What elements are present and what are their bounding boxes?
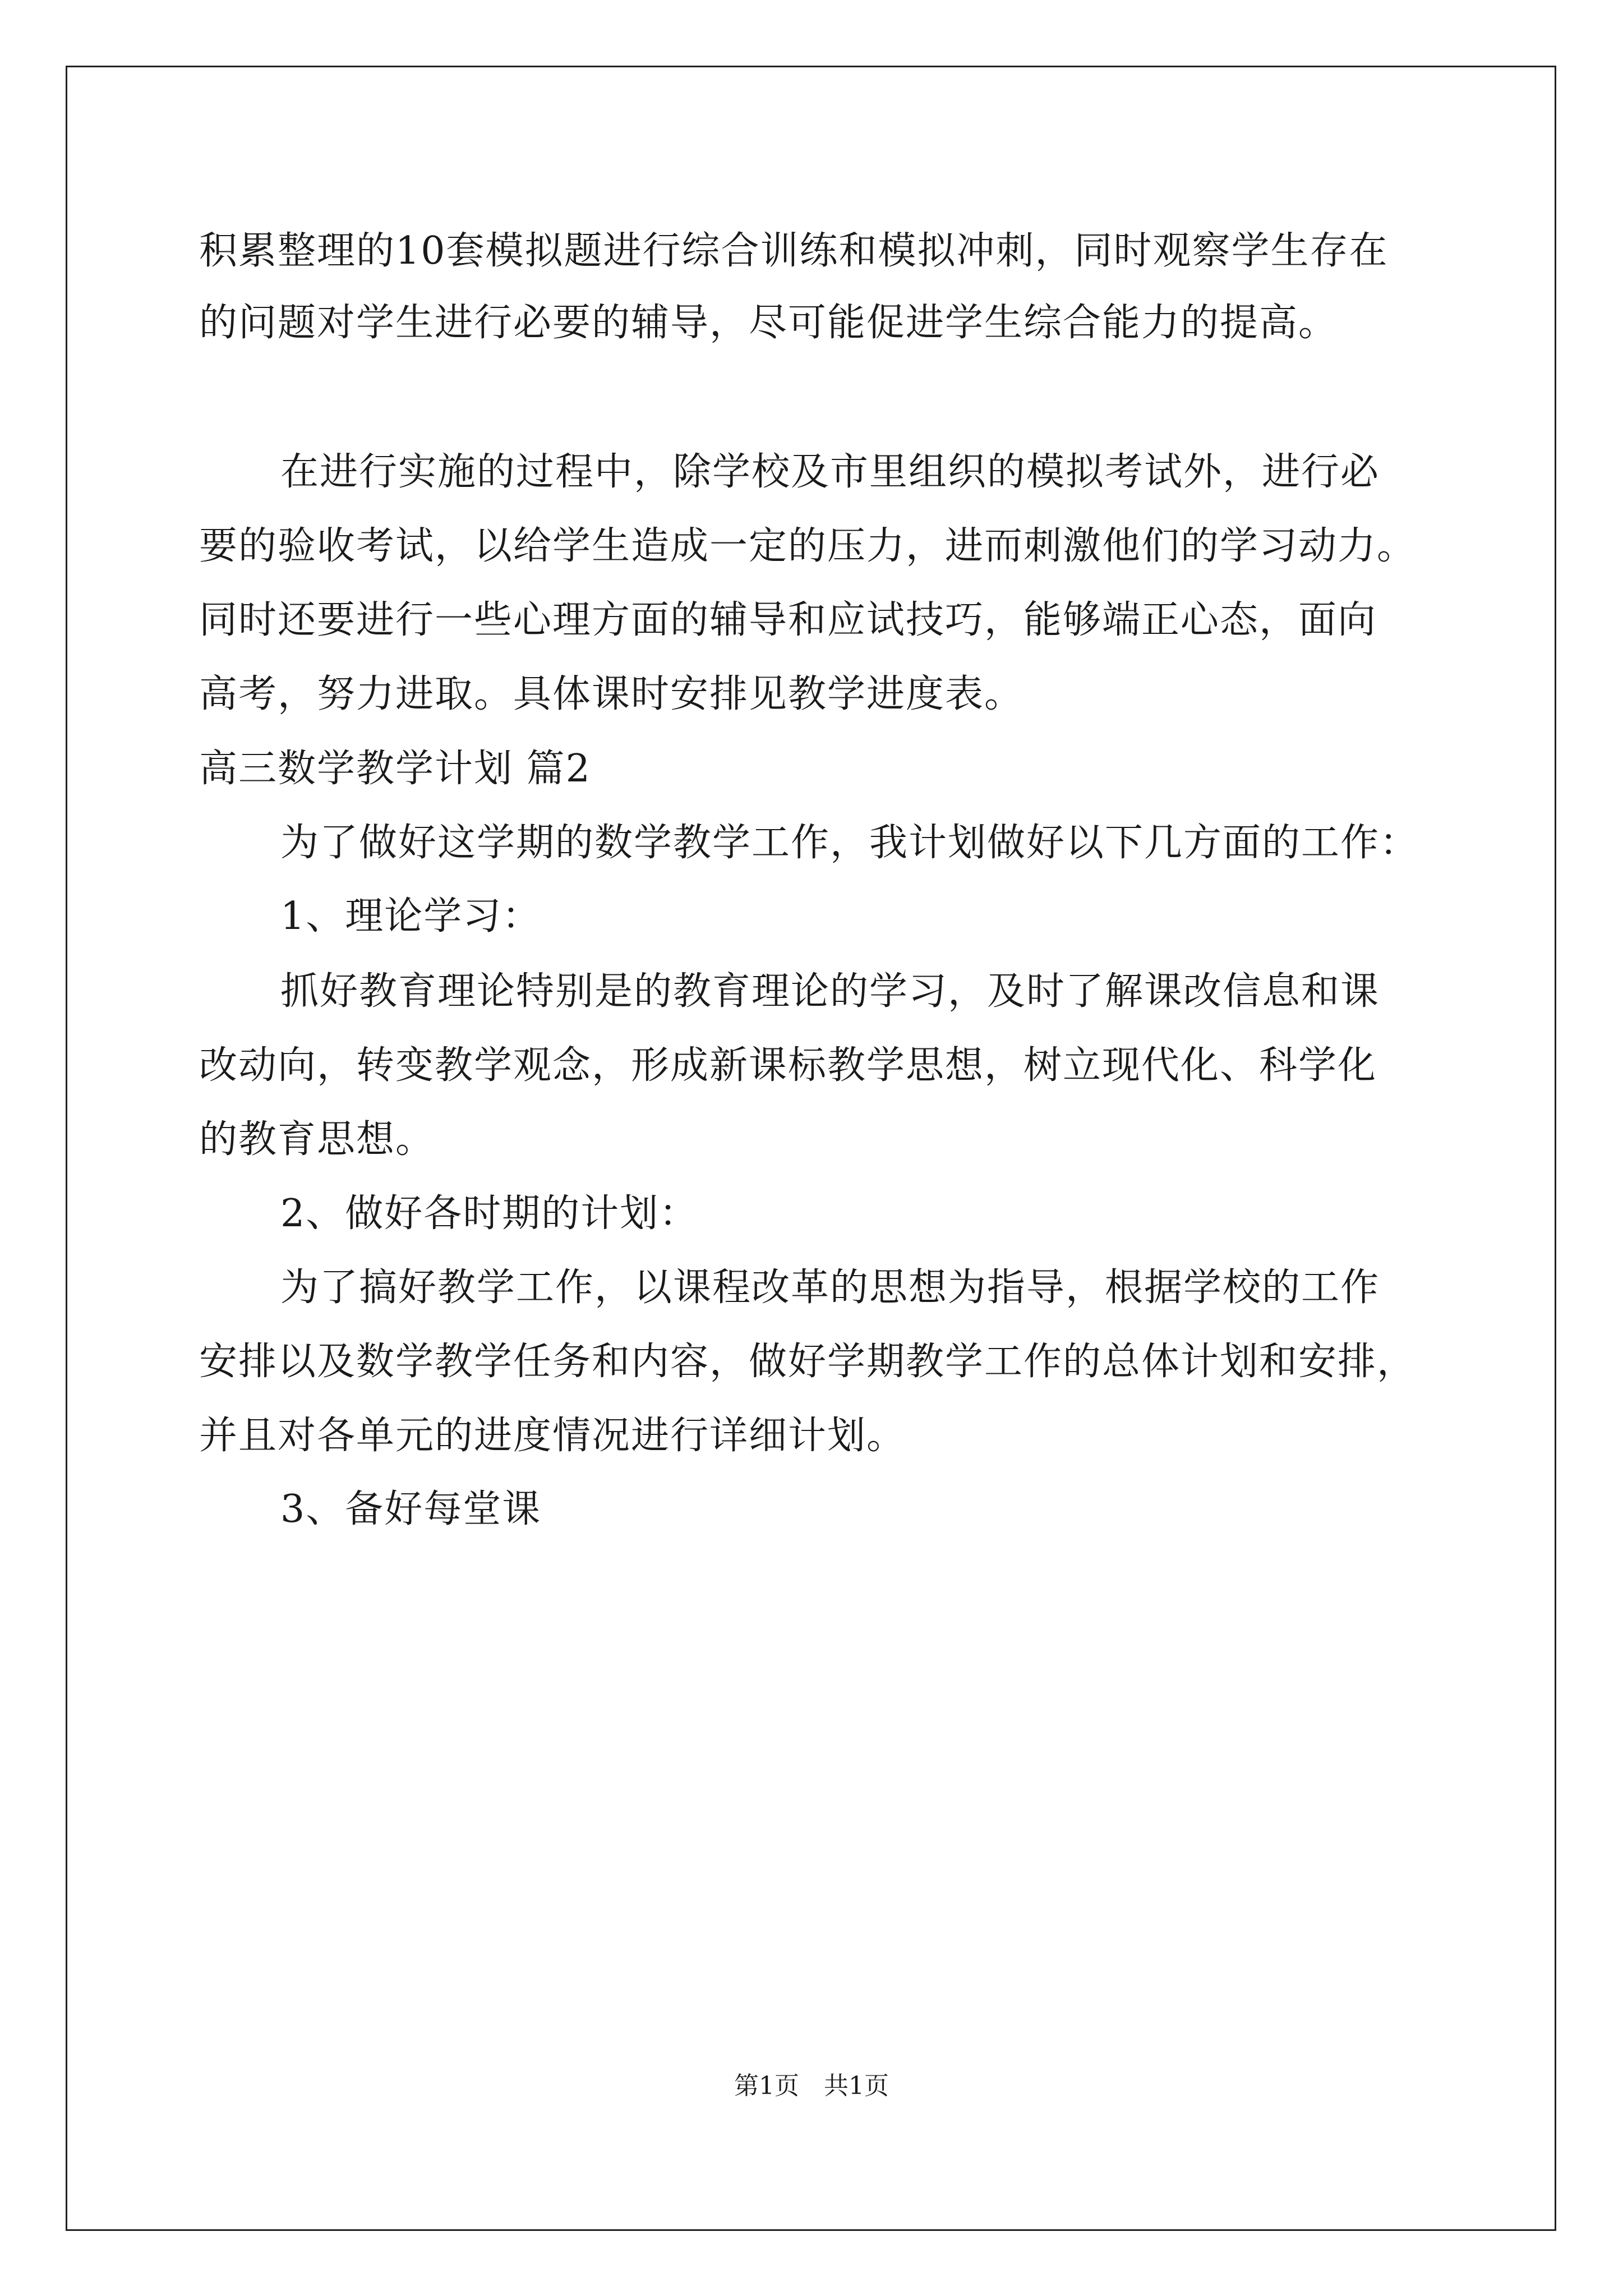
body-line: 为了搞好教学工作，以课程改革的思想为指导，根据学校的工作 — [280, 1266, 1380, 1310]
body-line: 同时还要进行一些心理方面的辅导和应试技巧，能够端正心态，面向 — [199, 598, 1377, 642]
body-line: 在进行实施的过程中，除学校及市里组织的模拟考试外，进行必 — [280, 450, 1380, 494]
body-line: 高考，努力进取。具体课时安排见教学进度表。 — [199, 672, 1024, 716]
body-line: 积累整理的10套模拟题进行综合训练和模拟冲刺，同时观察学生存在 — [199, 229, 1389, 273]
body-line: 并且对各单元的进度情况进行详细计划。 — [199, 1414, 906, 1458]
list-heading: 1、理论学习： — [280, 894, 542, 938]
list-heading: 3、备好每堂课 — [280, 1487, 542, 1531]
body-line: 的问题对学生进行必要的辅导，尽可能促进学生综合能力的提高。 — [199, 301, 1338, 345]
section-heading: 高三数学教学计划 篇2 — [199, 747, 591, 791]
body-line: 安排以及数学教学任务和内容，做好学期教学工作的总体计划和安排， — [199, 1340, 1417, 1384]
body-line: 要的验收考试，以给学生造成一定的压力，进而刺激他们的学习动力。 — [199, 524, 1417, 568]
list-heading: 2、做好各时期的计划： — [280, 1191, 699, 1236]
body-line: 抓好教育理论特别是的教育理论的学习，及时了解课改信息和课 — [280, 969, 1380, 1014]
body-line: 的教育思想。 — [199, 1117, 435, 1162]
body-line: 改动向，转变教学观念，形成新课标教学思想，树立现代化、科学化 — [199, 1043, 1377, 1088]
page-number-footer: 第1页 共1页 — [734, 2072, 889, 2100]
body-line: 为了做好这学期的数学教学工作，我计划做好以下几方面的工作： — [280, 821, 1419, 865]
